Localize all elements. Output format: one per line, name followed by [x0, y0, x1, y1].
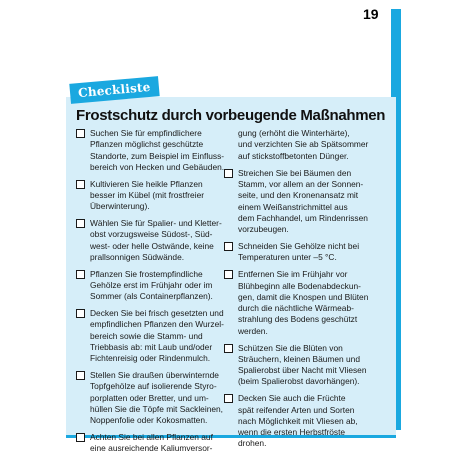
checklist-item-line: Schneiden Sie Gehölze nicht bei — [238, 241, 360, 252]
checklist-column-left — [76, 128, 224, 460]
checklist-item-line: Kultivieren Sie heikle Pflanzen — [90, 178, 203, 189]
checklist-item-line: Fichtenreisig oder Rindenmulch. — [90, 353, 211, 364]
checklist-column-right — [224, 128, 389, 455]
checklist-item-line: Sommer (als Containerpflanzen). — [90, 291, 213, 302]
checkbox-icon[interactable] — [76, 219, 85, 228]
checklist-item-line: seite, und den Kronenansatz mit — [238, 190, 359, 201]
checklist-item-line: Entfernen Sie im Frühjahr vor — [238, 269, 348, 280]
checkbox-icon[interactable] — [224, 344, 233, 353]
checklist-item-line: strahlung des Bodens geschützt — [238, 314, 358, 325]
checklist-item-line: durch die nächtliche Wärmeab- — [238, 303, 354, 314]
checklist-item-line: und verzichten Sie ab Spätsommer — [238, 139, 369, 150]
checklist-item-line: Decken Sie auch die Früchte — [238, 393, 346, 404]
checklist-item-line: (beim Spalierobst davorhängen). — [238, 376, 360, 387]
checkbox-icon[interactable] — [76, 433, 85, 442]
checkbox-icon[interactable] — [224, 394, 233, 403]
checklist-item-line: empfindlichen Pflanzen den Wurzel- — [90, 319, 224, 330]
checklist-tag: Checkliste — [69, 76, 159, 104]
checklist-item-line: Decken Sie bei frisch gesetzten und — [90, 308, 224, 319]
checklist-item-line: west- oder helle Ostwände, keine — [90, 240, 214, 251]
checklist-item — [224, 393, 389, 449]
checklist-item-line: Temperaturen unter –5 °C. — [238, 252, 337, 263]
page-number: 19 — [363, 6, 379, 22]
checklist-item-line: gen, damit die Knospen und Blüten — [238, 291, 369, 302]
checklist-item-line: einem Weißanstrichmittel aus — [238, 201, 348, 212]
checkbox-icon[interactable] — [224, 270, 233, 279]
checklist-item — [224, 269, 389, 337]
checklist-item-line: Achten Sie bei allen Pflanzen auf — [90, 432, 213, 443]
checklist-item — [76, 128, 224, 173]
checklist-item — [76, 432, 224, 455]
checklist-item — [76, 370, 224, 426]
checklist-item-line: Streichen Sie bei Bäumen den — [238, 167, 352, 178]
checklist-item-line: prallsonnigen Südwände. — [90, 251, 185, 262]
checkbox-icon[interactable] — [76, 309, 85, 318]
checklist-item-line: Stellen Sie draußen überwinternde — [90, 370, 219, 381]
checklist-item-line: obst vorzugsweise Südost-, Süd- — [90, 229, 213, 240]
checkbox-icon[interactable] — [76, 129, 85, 138]
checklist-item-line: wenn die ersten Herbstfröste — [238, 427, 346, 438]
checklist-item-line: Suchen Sie für empfindlichere — [90, 128, 202, 138]
checklist-item-line: Triebbasis ab: mit Laub und/oder — [90, 342, 213, 353]
checklist-item-line: Sträuchern, kleinen Bäumen und — [238, 353, 360, 364]
checklist-item-line: drohen. — [238, 438, 267, 449]
checklist-item-line: Noppenfolie oder Kokosmatten. — [90, 415, 208, 426]
checkbox-icon[interactable] — [76, 180, 85, 189]
checklist-item-line: Standorte, zum Beispiel im Einfluss- — [90, 150, 225, 161]
checklist-item — [76, 218, 224, 263]
checklist-item-line: bereich von Hecken und Gebäuden. — [90, 161, 225, 172]
checkbox-icon[interactable] — [76, 371, 85, 380]
checklist-item-line: Stamm, vor allem an der Sonnen- — [238, 179, 364, 190]
checklist-item-line: auf stickstoffbetonten Dünger. — [238, 150, 349, 161]
checklist-item-line: Blühbeginn alle Bodenabdeckun- — [238, 280, 361, 291]
checklist-item-continuation — [224, 128, 389, 162]
checklist-item-line: Schützen Sie die Blüten von — [238, 342, 343, 353]
checklist-item-line: Spalierobst über Nacht mit Vliesen — [238, 365, 367, 376]
checkbox-icon[interactable] — [224, 169, 233, 178]
checklist-title: Frostschutz durch vorbeugende Maßnahmen — [76, 107, 386, 124]
checklist-item-line: Topfgehölze auf isolierende Styro- — [90, 381, 217, 392]
checklist-item-line: vorzubeugen. — [238, 224, 289, 235]
checklist-item-line: eine ausreichende Kaliumversor- — [90, 443, 213, 454]
checklist-item-line: spät reifender Arten und Sorten — [238, 404, 355, 415]
checklist-item-line: dem Fachhandel, um Rindenrissen — [238, 213, 368, 224]
checklist-item — [76, 269, 224, 303]
checklist-item-line: Gehölze erst im Frühjahr oder im — [90, 280, 213, 291]
checklist-item-line: Überwinterung). — [90, 201, 150, 212]
checklist-item-line: gung (erhöht die Winterhärte), — [238, 128, 350, 138]
checklist-item-line: werden. — [238, 325, 268, 336]
checklist-item-line: Wählen Sie für Spalier- und Kletter- — [90, 218, 222, 229]
checklist-item — [76, 308, 224, 364]
checklist-item-line: porplatten oder Bretter, und um- — [90, 392, 209, 403]
checklist-item — [76, 179, 224, 213]
checkbox-icon[interactable] — [224, 242, 233, 251]
checklist-item-line: hüllen Sie die Töpfe mit Sackleinen, — [90, 404, 223, 415]
checklist-item — [224, 343, 389, 388]
checklist-item — [224, 241, 389, 264]
checklist-item-line: besser im Kübel (mit frostfreier — [90, 189, 205, 200]
checklist-item-line: nach Möglichkeit mit Vliesen ab, — [238, 415, 358, 426]
checklist-item — [224, 168, 389, 236]
checkbox-icon[interactable] — [76, 270, 85, 279]
checklist-item-line: bereich sowie die Stamm- und — [90, 330, 203, 341]
checklist-item-line: Pflanzen möglichst geschützte — [90, 139, 204, 150]
checklist-item-line: Pflanzen Sie frostempfindliche — [90, 268, 203, 279]
